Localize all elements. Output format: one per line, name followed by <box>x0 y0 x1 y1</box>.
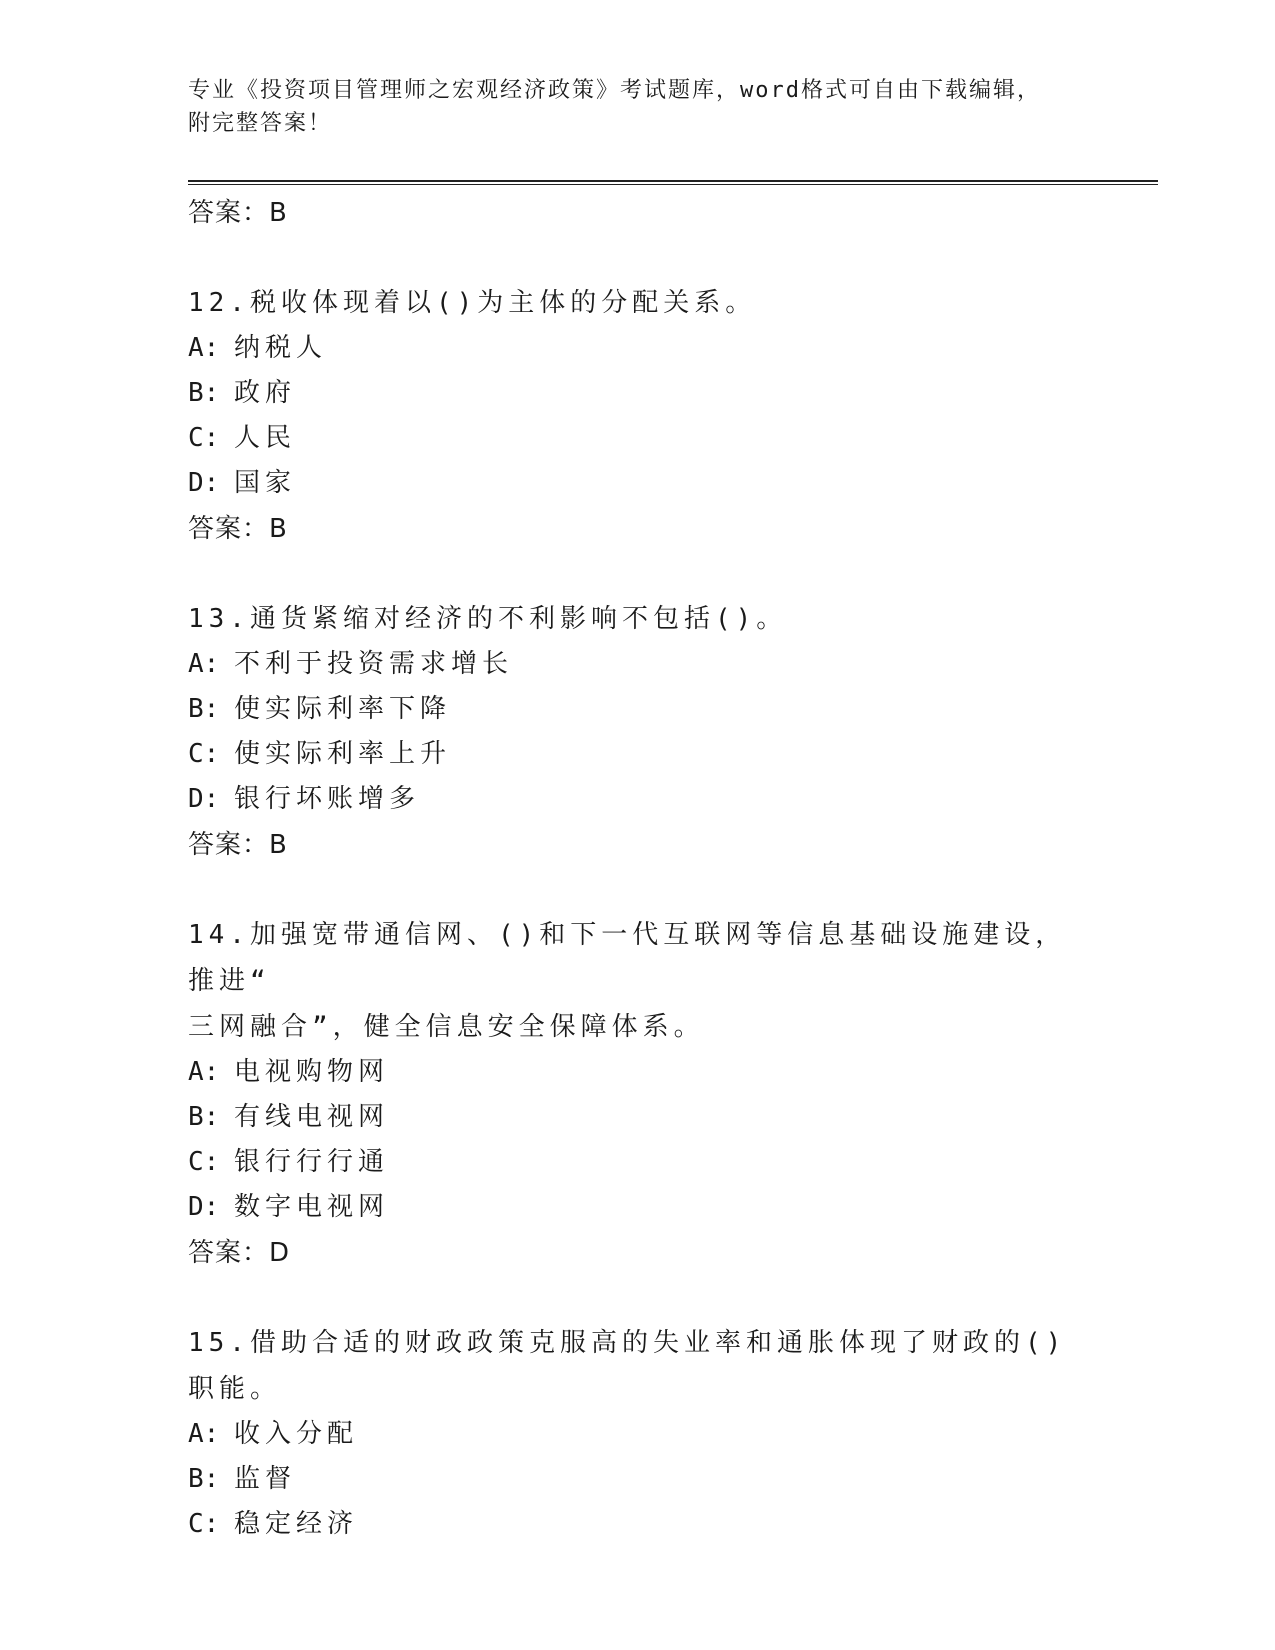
answer-line: 答案：B <box>188 514 288 544</box>
option-text: 政府 <box>234 378 297 408</box>
option-text: 电视购物网 <box>234 1057 390 1087</box>
option-a <box>188 326 1088 371</box>
option-text: 银行坏账增多 <box>234 784 421 814</box>
option-a <box>188 1412 1088 1457</box>
option-letter: C: <box>188 1509 220 1539</box>
option-b <box>188 371 1088 416</box>
answer-line: 答案：B <box>188 830 288 860</box>
option-letter: A: <box>188 333 220 363</box>
question-block <box>188 280 1088 552</box>
option-letter: D: <box>188 468 220 498</box>
header-line-2: 附完整答案！ <box>188 111 333 136</box>
question-stem: 14.加强宽带通信网、()和下一代互联网等信息基础设施建设，推进“ <box>188 920 1067 996</box>
option-text: 纳税人 <box>234 333 328 363</box>
option-letter: A: <box>188 1419 220 1449</box>
question-block <box>188 1320 1088 1547</box>
option-letter: C: <box>188 739 220 769</box>
option-letter: B: <box>188 378 220 408</box>
question-stem: 15.借助合适的财政政策克服高的失业率和通胀体现了财政的()职能。 <box>188 1328 1067 1404</box>
answer-line: 答案：D <box>188 1238 291 1268</box>
option-b <box>188 1095 1088 1140</box>
option-text: 有线电视网 <box>234 1102 390 1132</box>
option-d <box>188 461 1088 506</box>
question-stem-continued: 三网融合”，健全信息安全保障体系。 <box>188 1012 705 1042</box>
option-text: 监督 <box>234 1464 297 1494</box>
option-text: 国家 <box>234 468 297 498</box>
option-text: 不利于投资需求增长 <box>234 649 514 679</box>
option-text: 银行行行通 <box>234 1147 390 1177</box>
option-b <box>188 1457 1088 1502</box>
option-c <box>188 732 1088 777</box>
option-letter: A: <box>188 649 220 679</box>
header-divider <box>188 180 1158 182</box>
option-a <box>188 1050 1088 1095</box>
option-c <box>188 416 1088 461</box>
question-stem: 12.税收体现着以()为主体的分配关系。 <box>188 288 757 318</box>
option-text: 人民 <box>234 423 297 453</box>
option-text: 使实际利率上升 <box>234 739 452 769</box>
question-block <box>188 596 1088 868</box>
option-letter: D: <box>188 1192 220 1222</box>
option-d <box>188 777 1088 822</box>
option-a <box>188 642 1088 687</box>
question-block <box>188 912 1088 1276</box>
option-b <box>188 687 1088 732</box>
header-divider-thin <box>188 184 1158 185</box>
option-text: 稳定经济 <box>234 1509 359 1539</box>
question-list <box>188 190 1088 1547</box>
header-line-1: 专业《投资项目管理师之宏观经济政策》考试题库，word格式可自由下载编辑， <box>188 78 1041 103</box>
option-text: 数字电视网 <box>234 1192 390 1222</box>
option-text: 收入分配 <box>234 1419 359 1449</box>
option-letter: A: <box>188 1057 220 1087</box>
option-letter: B: <box>188 1102 220 1132</box>
option-letter: D: <box>188 784 220 814</box>
option-text: 使实际利率下降 <box>234 694 452 724</box>
option-letter: C: <box>188 423 220 453</box>
question-stem: 13.通货紧缩对经济的不利影响不包括()。 <box>188 604 788 634</box>
option-d <box>188 1185 1088 1230</box>
answer-line: 答案：B <box>188 198 288 228</box>
option-letter: B: <box>188 1464 220 1494</box>
document-header <box>188 74 1088 140</box>
option-c <box>188 1502 1088 1547</box>
option-letter: C: <box>188 1147 220 1177</box>
option-letter: B: <box>188 694 220 724</box>
option-c <box>188 1140 1088 1185</box>
